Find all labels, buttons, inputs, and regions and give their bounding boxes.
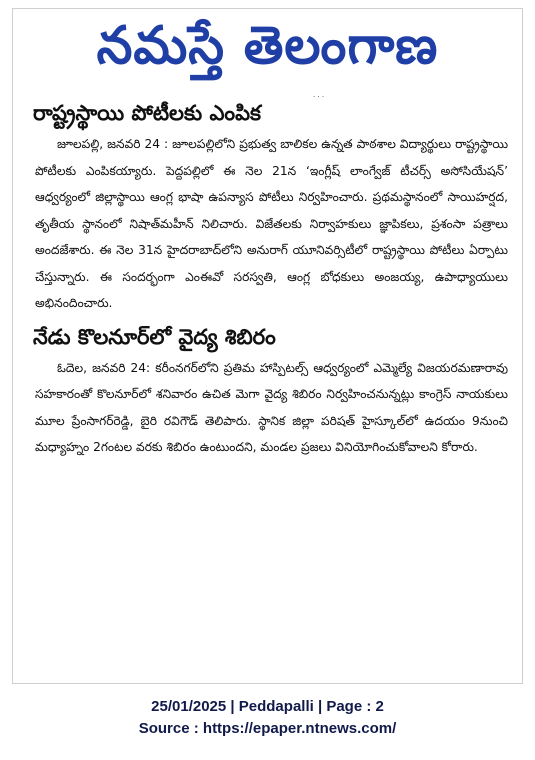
source-footer bbox=[0, 696, 535, 740]
date-edition-page: 25/01/2025 | Peddapalli | Page : 2 bbox=[151, 698, 384, 715]
masthead-logo: నమస్తే తెలంగాణ bbox=[96, 16, 439, 76]
print-artifact: · · · bbox=[313, 93, 325, 101]
article2-body: ఓదెల, జనవరి 24: కరీంనగర్‌లోని ప్రతిమ హాస్పిటల్స్ ఆధ్వర్యంలో ఎమ్మెల్యే విజయరమణారావు సహకారంతో కొలనూర్‌లో శనివారం ఉచిత మెగా వైద్య శిబిరం నిర్వహించనున్నట్లు కాంగ్రెస్ నాయకులు మూల ప్రేంసాగర్‌రెడ్డి, బైరి రవిగౌడ్ తెలిపారు. స్థానిక జిల్లా పరిషత్ హైస్కూల్‌లో ఉదయం 9నుంచి మధ్యాహ్నం 2గంటల వరకు శిబిరం ఉంటుందని, మండల ప్రజలు వినియోగించుకోవాలని కోరారు. bbox=[35, 360, 508, 454]
article2-headline: నేడు కొలనూర్‌లో వైద్య శిబిరం bbox=[33, 324, 276, 349]
source-link: Source : https://epaper.ntnews.com/ bbox=[138, 720, 397, 737]
article1-headline: రాష్ట్రస్థాయి పోటీలకు ఎంపిక bbox=[33, 101, 261, 125]
article1-body: జూలపల్లి, జనవరి 24 : జూలపల్లిలోని ప్రభుత్వ బాలికల ఉన్నత పాఠశాల విద్యార్థులు రాష్ట్రస్థాయి పోటీలకు ఎంపికయ్యారు. పెద్దపల్లిలో ఈ నెల 21న ‘ఇంగ్లీష్ లాంగ్వేజ్ టీచర్స్ అసోసియేషన్’ ఆధ్వర్యంలో జిల్లాస్థాయి ఆంగ్ల భాషా ఉపన్యాస పోటీలు నిర్వహించారు. ప్రథమస్థానంలో సాయిహర్షద, తృతీయ స్థానంలో నిషాత్‌మహీన్ నిలిచారు. విజేతలకు నిర్వాహకులు జ్ఞాపికలు, ప్రశంసా పత్రాలు అందజేశారు. ఈ నెల 31న హైదరాబాద్‌లోని అనురాగ్ యూనివర్సిటీలో రాష్ట్రస్థాయి పోటీలు ఏర్పాటు చేస్తున్నారు. ఈ సందర్భంగా ఎంఈవో సరస్వతి, ఆంగ్ల బోధకులు అంజయ్య, ఉపాధ్యాయులు అభినందించారు. bbox=[35, 137, 508, 310]
newspaper-clipping bbox=[12, 8, 523, 684]
